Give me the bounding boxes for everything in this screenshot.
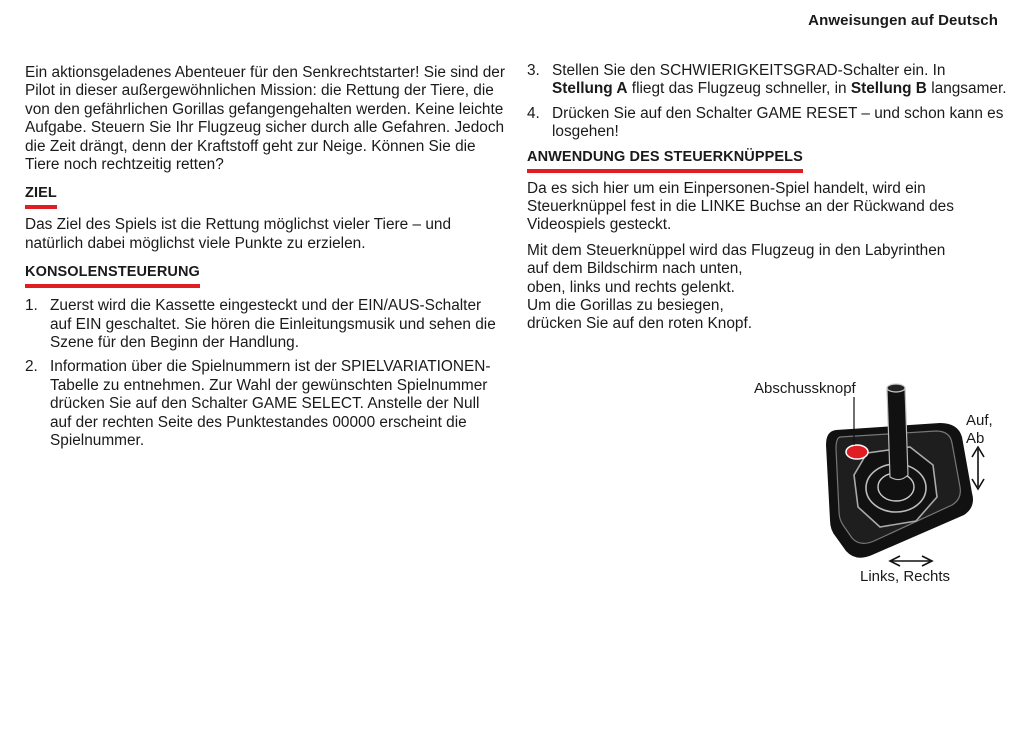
list-item	[527, 105, 1007, 142]
text-line: Um die Gorillas zu besiegen,	[527, 297, 724, 315]
step-text: Drücken Sie auf den Schalter GAME RESET – und schon kann es losgehen!	[552, 104, 1004, 141]
page-header-title: Anweisungen auf Deutsch	[808, 12, 998, 29]
step-text-part: langsamer.	[926, 80, 1007, 98]
up-down-label-line: Ab	[966, 430, 985, 447]
anwendung-para-1: Da es sich hier um ein Einpersonen-Spiel handelt, wird ein Steuerknüppel fest in die LINKE Buchse an der Rückwand des Videospiels gesteckt.	[527, 179, 954, 234]
list-item	[25, 358, 505, 450]
joystick-figure	[740, 375, 1000, 595]
step-text: Information über die Spielnummern ist der SPIELVARIATIONEN-Tabelle zu entnehmen. Zur Wahl der gewünschten Spielnummer drücken Sie auf den Schalter GAME SELECT. Anstelle der Null auf der rechten Seite des Punktestandes 00000 erscheint die Spielnummer.	[50, 358, 491, 450]
step-number: 2.	[25, 358, 38, 376]
step-number: 3.	[527, 62, 540, 79]
heading-anwendung: ANWENDUNG DES STEUERKNÜPPELS	[527, 149, 803, 173]
steps-list-left	[25, 297, 505, 450]
step-text-part: fliegt das Flugzeug schneller, in	[627, 80, 851, 98]
text-line: oben, links und rechts gelenkt.	[527, 278, 735, 296]
steps-list-right	[527, 62, 1007, 142]
section-konsolensteuerung	[25, 263, 505, 450]
right-column	[527, 62, 1007, 334]
list-item	[25, 297, 505, 352]
left-right-label: Links, Rechts	[860, 568, 951, 585]
step-text-part: Stellen Sie den SCHWIERIGKEITSGRAD-Schalter ein. In	[552, 62, 946, 79]
fire-button-label: Abschussknopf	[754, 380, 856, 397]
intro-paragraph: Ein aktionsgeladenes Abenteuer für den Senkrechtstarter! Sie sind der Pilot in dieser außergewöhnlichen Mission: die Rettung der Tiere, die von den gefährlichen Gorillas gefangengehalten werden. Keine leichte Aufgabe. Steuern Sie Ihr Flugzeug sicher durch alle Gefahren. Jedoch die Zeit drängt, denn der Kraftstoff geht zur Neige. Können Sie die Tiere noch rechtzeitig retten?	[25, 64, 505, 174]
ziel-text: Das Ziel des Spiels ist die Rettung möglichst vieler Tiere – und natürlich dabei möglichst viele Punkte zu erzielen.	[25, 216, 452, 252]
step-text	[552, 62, 1007, 97]
stellung-a-label: Stellung A	[552, 80, 628, 98]
heading-ziel: ZIEL	[25, 185, 57, 209]
step-number: 1.	[25, 297, 38, 315]
text-line: auf dem Bildschirm nach unten,	[527, 260, 743, 278]
list-item	[527, 62, 1007, 99]
anwendung-para-2	[527, 242, 1007, 334]
up-down-label-line: Auf,	[966, 412, 993, 429]
stellung-b-label: Stellung B	[850, 80, 927, 98]
joystick-icon	[740, 375, 1000, 595]
section-anwendung	[527, 148, 1007, 334]
step-number: 4.	[527, 104, 540, 122]
up-down-label	[966, 412, 993, 448]
heading-konsolensteuerung: KONSOLENSTEUERUNG	[25, 264, 200, 288]
section-ziel	[25, 184, 505, 253]
left-column	[25, 62, 505, 457]
text-line: drücken Sie auf den roten Knopf.	[527, 315, 753, 333]
step-text: Zuerst wird die Kassette eingesteckt und der EIN/AUS-Schalter auf EIN geschaltet. Sie hören die Einleitungsmusik und sehen die Szene für den Beginn der Handlung.	[50, 297, 496, 352]
text-line: Mit dem Steuerknüppel wird das Flugzeug in den Labyrinthen	[527, 241, 946, 259]
